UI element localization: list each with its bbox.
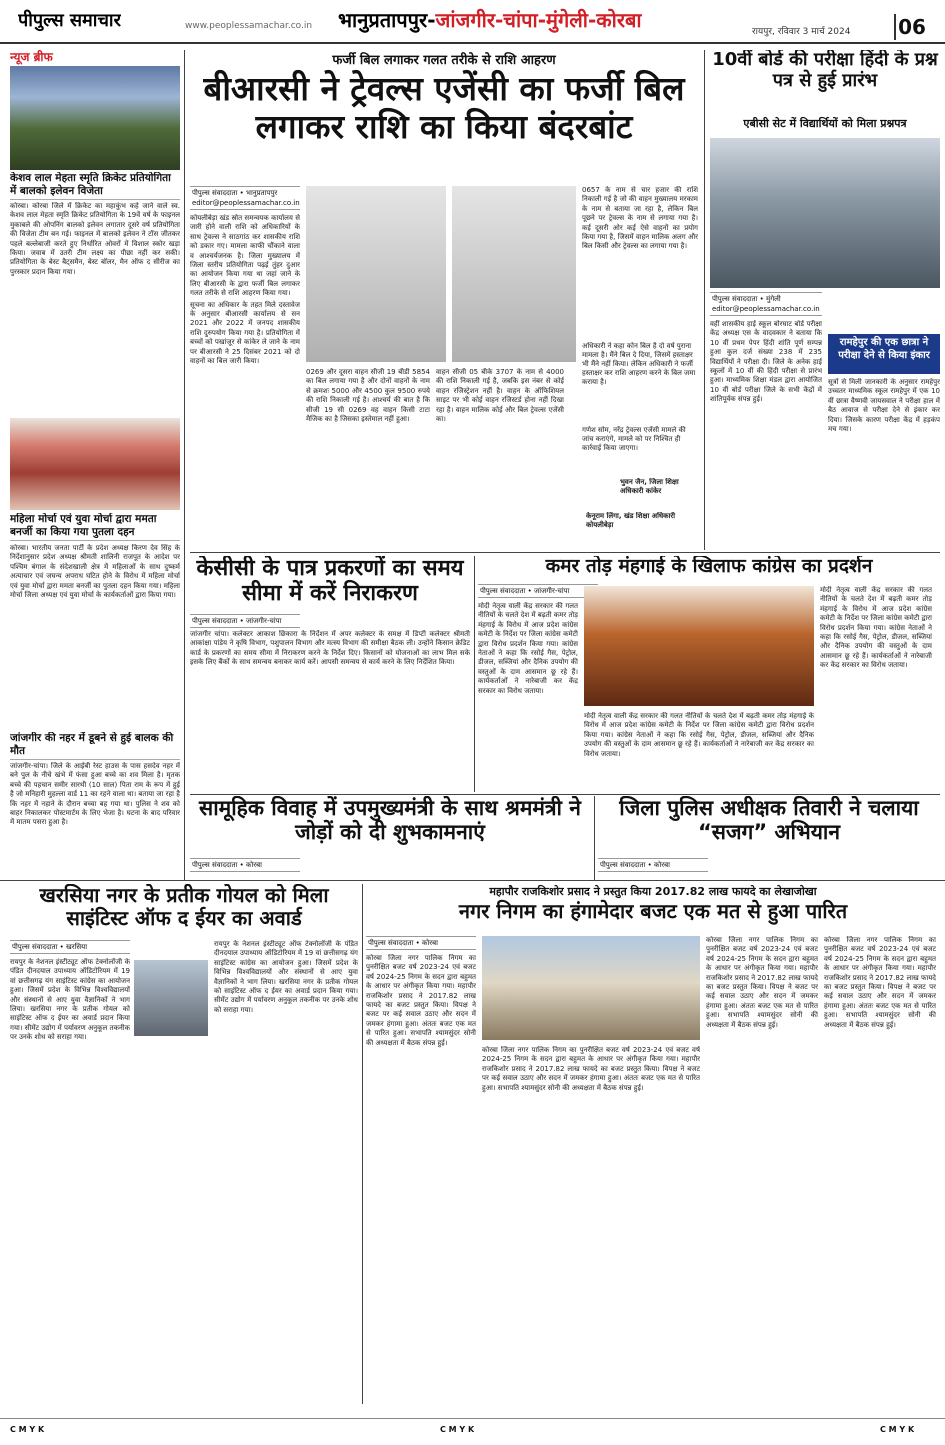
insurance-screenshot-image [306,186,446,362]
wedding-story [190,796,590,880]
kharsia-headline[interactable]: खरसिया नगर के प्रतीक गोयल को मिला साइंटिस्ट ऑफ द ईयर का अवार्ड [39,884,329,930]
budget-story [366,884,940,1414]
budget-headline[interactable]: नगर निगम का हंगामेदार बजट एक मत से हुआ पारित [458,899,848,923]
column-rule [704,50,705,550]
section-rule [190,552,940,553]
budget-body-col-2: कोरबा जिला नगर पालिक निगम का पुनरीक्षित बजट वर्ष 2023-24 एवं बजट वर्ष 2024-25 निगम के सदन द्वारा बहुमत के आधार पर अंगीकृत किया गया। महापौर राजकिशोर प्रसाद ने 2017.82 लाख फायदे का बजट प्रस्तुत किया। विपक्ष ने बजट पर कई सवाल उठाए और सदन में जमकर हंगामा हुआ। अंततः बजट एक मत से पारित हुआ। सभापति श्यामसुंदर सोनी की अध्यक्षता में बैठक संपन्न हुई। [482,1046,700,1092]
kharsia-body: रायपुर के नेशनल इंस्टीट्यूट ऑफ टेक्नोलॉजी के पंडित दीनदयाल उपाध्याय ऑडिटोरियम में 19 वां छत्तीसगढ़ यंग साइंटिस्ट कांग्रेस का आयोजन हुआ। जिसमें प्रदेश के विभिन्न विश्वविद्यालयों और संस्थानों से आए युवा वैज्ञानिकों ने भाग लिया। खरसिया नगर के प्रतीक गोयल को साइंटिस्ट ऑफ द ईयर का अवार्ड प्रदान किया गया। सीमेंट उद्योग में पर्यावरण अनुकूल तकनीक पर उनके शोध को सराहा गया। [10,958,130,1042]
cmyk-mark-center: C M Y K [440,1425,475,1434]
column-rule [594,796,595,880]
wedding-byline: पीपुल्स संवाददाता • कोरबा [190,858,300,872]
lead-body-col-1 [190,214,300,548]
cmyk-mark-right: C M Y K [880,1425,915,1434]
protest-photo [10,418,180,510]
exam-byline [710,292,822,316]
budget-body-col-4: कोरबा जिला नगर पालिक निगम का पुनरीक्षित बजट वर्ष 2023-24 एवं बजट वर्ष 2024-25 निगम के सदन द्वारा बहुमत के आधार पर अंगीकृत किया गया। महापौर राजकिशोर प्रसाद ने 2017.82 लाख फायदे का बजट प्रस्तुत किया। विपक्ष ने बजट पर कई सवाल उठाए और सदन में जमकर हंगामा हुआ। अंततः बजट एक मत से पारित हुआ। सभापति श्यामसुंदर सोनी की अध्यक्षता में बैठक संपन्न हुई। [824,936,936,1029]
congress-headline[interactable]: कमर तोड़ मंहगाई के खिलाफ कांग्रेस का प्रदर्शन [545,556,873,577]
congress-body-continued: मोदी नेतृत्व वाली केंद्र सरकार की गलत नीतियों के चलते देश में बढ़ती कमर तोड़ मंहगाई के विरोध में आज प्रदेश कांग्रेस कमेटी के निर्देश पर जिला कांग्रेस कमेटी द्वारा विरोध प्रदर्शन किया गया। कांग्रेस नेताओं ने कहा कि रसोई गैस, पेट्रोल, डीजल, सब्जियां और दैनिक उपयोग की वस्तुओं के दाम आसमान छू रहे हैं। कार्यकर्ताओं ने नारेबाजी कर केंद्र सरकार का विरोध जताया। [584,712,814,758]
budget-body-col-1: कोरबा जिला नगर पालिक निगम का पुनरीक्षित बजट वर्ष 2023-24 एवं बजट वर्ष 2024-25 निगम के सदन द्वारा बहुमत के आधार पर अंगीकृत किया गया। महापौर राजकिशोर प्रसाद ने 2017.82 लाख फायदे का बजट प्रस्तुत किया। विपक्ष ने बजट पर कई सवाल उठाए और सदन में जमकर हंगामा हुआ। अंततः बजट एक मत से पारित हुआ। सभापति श्यामसुंदर सोनी की अध्यक्षता में बैठक संपन्न हुई। [366,954,476,1047]
column-rule [362,884,363,1404]
kharsia-byline: पीपुल्स संवाददाता • खरसिया [10,940,130,954]
website-url[interactable]: www.peoplessamachar.co.in [185,21,313,31]
byline-text: पीपुल्स संवाददाता • मुंगेली [712,295,781,303]
lead-signature-2: केनूराम लिंगा, खंड शिक्षा अधिकारी कोयलीबेड़ा [586,512,676,529]
section-rule [190,794,940,795]
masthead [0,0,945,44]
exam-box-body: सूत्रों से मिली जानकारी के अनुसार रामहेपुर उच्चतर माध्यमिक स्कूल रामहेपुर में एक 10 वीं छात्रा वैष्णवी जायसवाल ने परीक्षा हाल में बैठ आवाज से परीक्षा देने से इंकार कर दिया। जिसके कारण परीक्षा केंद्र में हड़कंप मच गया। [828,378,940,434]
cmyk-mark-left: C M Y K [10,1425,45,1434]
municipal-building-photo [482,936,700,1040]
byline-email[interactable]: editor@peoplessamachar.co.in [712,305,820,313]
congress-protest-photo [584,586,814,706]
lead-para-2: सूचना का अधिकार के तहत मिले दस्तावेज के अनुसार बीआरसी कार्यालय से सन 2021 और 2022 में जनपद शासकीय राशि दुरुपयोग किया गया है। प्रतियोगिता में बच्चों को पखांजूर से कांकेर ले जाने के नाम पर बीआरसी ने 25 दिसंबर 2021 को दो वाहनों का बिल जारी किया। [190,300,300,366]
lead-signature-1: भुवन जैन, जिला शिक्षा अधिकारी कांकेर [620,478,679,495]
exam-hall-photo [710,138,940,288]
brief-1-body: कोरबा। कोरबा जिले में क्रिकेट का महाकुंभ कहे जाने वाले स्व. केशव लाल मेहता स्मृति क्रिकेट प्रतियोगिता के 19वें वर्ष के फाइनल मुकाबले की ओपनिंग बालको इलेवन लगातार दूसरे वर्ष प्रतियोगिता की विजेता टीम बन गई। फाइनल में बालको इलेवन ने टॉस जीतकर पहले बल्लेबाजी करते हुए निर्धारित ओवरों में विशाल स्कोर खड़ा किया। जवाब में उतरी टीम लक्ष्य का पीछा नहीं कर सकी। प्रतियोगिता के बेस्ट बैट्समैन, बेस्ट बॉलर, मैन ऑफ द सीरीज का पुरस्कार प्रदान किया गया। [10,202,180,276]
page-number: 06 [894,14,928,40]
section-rule [0,880,945,881]
byline-email[interactable]: editor@peoplessamachar.co.in [192,199,300,207]
brief-2-headline[interactable]: महिला मोर्चा एवं युवा मोर्चा द्वारा ममता बनर्जी का किया गया पुतला दहन [10,513,180,541]
lead-quote-1: अधिकारी ने कहा कोन बिल है दो वर्ष पुराना मामला है। मैंने बिल दे दिया, जिसमें हस्ताक्षर भी मैंने नहीं किया। लेकिन अधिकारी ने फर्जी हस्ताक्षर कर राशि आहरण करने के बिल जमा कराया है। [582,342,696,386]
newspaper-logo: पीपुल्स समाचार [18,10,121,31]
byline-text: पीपुल्स संवाददाता • भानुप्रतापपुर [192,189,278,197]
police-byline: पीपुल्स संवाददाता • कोरबा [598,858,708,872]
brief-3-body: जांजगीर-चांपा। जिले के आईबी रेस्ट हाउस के पास हसदेव नहर में बने पुल के नीचे खंभे में फंसा हुआ बच्चे का शव मिला है। मृतक बच्चे की पहचान समीर सारथी (10 साल) पिता राम के रूप में हुई है जो मनिहारी मुहल्ला वार्ड 11 का रहने वाला था। बताया जा रहा है कि नहर में नहाने के दौरान बच्चा बह गया था। पुलिस ने शव को बाहर निकालकर पोस्टमार्टम के लिए भेजा है। घटना के बाद परिवार में मातम पसरा हुआ है। [10,762,180,827]
congress-byline: पीपुल्स संवाददाता • जांजगीर-चांपा [478,584,598,598]
kcc-story [190,556,470,792]
print-footer [0,1418,945,1442]
exam-headline[interactable]: 10वीं बोर्ड की परीक्षा हिंदी के प्रश्न पत्र से हुई प्रारंभ [712,50,938,91]
column-rule [474,556,475,792]
column-rule [184,50,185,880]
exam-deck: एबीसी सेट में विद्यार्थियों को मिला प्रश्नपत्र [743,117,907,130]
kharsia-story [10,884,358,1414]
brief-1-headline[interactable]: केशव लाल मेहता स्मृति क्रिकेट प्रतियोगिता में बालको इलेवन विजेता [10,172,180,200]
kcc-body: जांजगीर चांपा। कलेक्टर आकाश छिकारा के निर्देशन में अपर कलेक्टर के समक्ष में डिप्टी कलेक्टर श्रीमती आकांक्षा पांडेय ने कृषि विभाग, पशुपालन विभाग और मत्स्य विभाग की समीक्षा बैठक ली। उन्होंने किसान क्रेडिट कार्ड के प्रकरणों का समय सीमा में निराकरण करने के निर्देश दिए। किसानों को योजनाओं का लाभ मिल सके इसके लिए बैंकों के साथ समन्वय बनाकर कार्य करें। आपसी समन्वय से कार्य करने के लिए निर्देशित किया। [190,630,470,667]
lead-body-col-3: वाहन सीजी 05 बीके 3707 के नाम से 4000 की राशि निकाली गई है, जबकि इस नंबर से कोई वाहन रजिस्ट्रेशन नहीं है। वाहन के ऑफिशियल साइट पर भी कोई वाहन रजिस्टर्ड होना नहीं दिखा रहा है। वाहन मालिक कोई और बिल ट्रेवल्स एजेंसी का। [436,368,564,424]
news-brief-tag: न्यूज ब्रीफ [10,50,53,64]
lead-story [190,50,698,550]
lead-quote-2: गणेश सोम, नरेंद्र ट्रेवल्स एजेंसी मामले की जांच कराएंगे, मामले को पर निश्चित ही कार्रवाई किया जाएगा। [582,426,686,452]
kcc-headline[interactable]: केसीसी के पात्र प्रकरणों का समय सीमा में करें निराकरण [196,556,464,607]
exam-story [710,50,940,550]
region-part-1: भानुप्रतापपुर- [338,8,436,32]
budget-byline: पीपुल्स संवाददाता • कोरबा [366,936,476,950]
kcc-byline: पीपुल्स संवाददाता • जांजगीर-चांपा [190,614,300,628]
budget-body-col-3: कोरबा जिला नगर पालिक निगम का पुनरीक्षित बजट वर्ष 2023-24 एवं बजट वर्ष 2024-25 निगम के सदन द्वारा बहुमत के आधार पर अंगीकृत किया गया। महापौर राजकिशोर प्रसाद ने 2017.82 लाख फायदे का बजट प्रस्तुत किया। विपक्ष ने बजट पर कई सवाल उठाए और सदन में जमकर हंगामा हुआ। अंततः बजट एक मत से पारित हुआ। सभापति श्यामसुंदर सोनी की अध्यक्षता में बैठक संपन्न हुई। [706,936,818,1029]
news-brief-column [10,48,180,878]
exam-body: वहीं शासकीय हाई स्कूल बोरघाट बोर्ड परीक्षा केंद्र अध्यक्ष एस के वादवकार ने बताया कि 10 वीं प्रथम पेपर हिंदी शांति पूर्ण सम्पन्न हुआ कुल दर्ज संख्या 238 में 235 विद्यार्थियों ने परीक्षा दी। जिले के अनेक हाई स्कूलों में 10 वीं की हिंदी परीक्षा से प्रारंभ हुआ। माध्यमिक शिक्षा मंडल द्वारा आयोजित 10 वीं बोर्ड परीक्षा जिले के सभी केंद्रों में शांतिपूर्वक संपन्न हुई। [710,320,822,404]
edition-regions [338,6,642,33]
congress-body: मोदी नेतृत्व वाली केंद्र सरकार की गलत नीतियों के चलते देश में बढ़ती कमर तोड़ मंहगाई के विरोध में आज प्रदेश कांग्रेस कमेटी के निर्देश पर जिला कांग्रेस कमेटी द्वारा विरोध प्रदर्शन किया गया। कांग्रेस नेताओं ने कहा कि रसोई गैस, पेट्रोल, डीजल, सब्जियां और दैनिक उपयोग की वस्तुओं के दाम आसमान छू रहे हैं। कार्यकर्ताओं ने नारेबाजी कर केंद्र सरकार का विरोध जताया। [478,602,578,695]
congress-story [478,556,940,792]
wedding-headline[interactable]: सामूहिक विवाह में उपमुख्यमंत्री के साथ श्रममंत्री ने जोड़ों को दी शुभकामनाएं [199,796,581,845]
lead-kicker: फर्जी बिल लगाकर गलत तरीके से राशि आहरण [332,53,556,68]
bill-document-image [452,186,576,362]
kharsia-body-2: रायपुर के नेशनल इंस्टीट्यूट ऑफ टेक्नोलॉजी के पंडित दीनदयाल उपाध्याय ऑडिटोरियम में 19 वां छत्तीसगढ़ यंग साइंटिस्ट कांग्रेस का आयोजन हुआ। जिसमें प्रदेश के विभिन्न विश्वविद्यालयों और संस्थानों से आए युवा वैज्ञानिकों ने भाग लिया। खरसिया नगर के प्रतीक गोयल को साइंटिस्ट ऑफ द ईयर का अवार्ड प्रदान किया गया। सीमेंट उद्योग में पर्यावरण अनुकूल तकनीक पर उनके शोध को सराहा गया। [214,940,358,1014]
dateline: रायपुर, रविवार 3 मार्च 2024 [752,27,851,37]
brief-3-headline[interactable]: जांजगीर की नहर में डूबने से हुई बालक की मौत [10,732,180,760]
lead-body-col-2: 0269 और दूसरा वाहन सीजी 19 बीडी 5854 का बिल लगाया गया है और दोनों वाहनों के नाम से क्रमशः 5000 और 4500 कुल 9500 रुपये की राशि निकाली गई है। आश्चर्य की बात है कि सीजी 19 सी 0269 वह वाहन किसी टाटा मैजिक का है जिसका इस्तेमाल नहीं हुआ। [306,368,430,424]
region-part-2: जांजगीर-चांपा-मुंगेली-कोरबा [435,8,642,32]
scientist-portrait-photo [134,960,208,1036]
exam-box-headline[interactable]: रामहेपुर की एक छात्रा ने परीक्षा देने से किया इंकार [828,334,940,374]
police-story [598,796,940,880]
lead-para-1: कोयलीबेड़ा खंड स्रोत समन्वयक कार्यालय से जारी होने वाली राशि को अधिकारियों के साथ ट्रेवल्स ने साठगांठ कर शासकीय राशि को डकार गए। मामला काफी चौंकाने वाला व आश्चर्यजनक है। जिला मुख्यालय में जिला स्तरीय प्रतियोगिता पढ़ई तुंहर दुआर का आयोजन किया गया था जहां जाने के लिए बीआरसी के द्वारा फर्जी बिल लगाकर गलत तरीके से राशि आहरण किया गया। [190,214,300,298]
cricket-team-photo [10,66,180,170]
congress-body-side: मोदी नेतृत्व वाली केंद्र सरकार की गलत नीतियों के चलते देश में बढ़ती कमर तोड़ मंहगाई के विरोध में आज प्रदेश कांग्रेस कमेटी के निर्देश पर जिला कांग्रेस कमेटी द्वारा विरोध प्रदर्शन किया गया। कांग्रेस नेताओं ने कहा कि रसोई गैस, पेट्रोल, डीजल, सब्जियां और दैनिक उपयोग की वस्तुओं के दाम आसमान छू रहे हैं। कार्यकर्ताओं ने नारेबाजी कर केंद्र सरकार का विरोध जताया। [820,586,932,670]
lead-byline [190,186,300,210]
lead-headline[interactable]: बीआरसी ने ट्रेवल्स एजेंसी का फर्जी बिल लगाकर राशि का किया बंदरबांट [203,69,685,146]
brief-2-body: कोरबा। भारतीय जनता पार्टी के प्रदेश अध्यक्ष किरण देव सिंह के निर्देशानुसार प्रदेश अध्यक्ष श्रीमती शालिनी राजपूत के आदेश पर पश्चिम बंगाल के संदेशखाली क्षेत्र में महिलाओं के साथ दुष्कर्म अत्याचार एवं जघन्य अपराध घटित होने के विरोध में महिला मोर्चा एवं युवा मोर्चा द्वारा ममता बनर्जी का पुतला दहन किया गया। महिला मोर्चा जिला अध्यक्ष एवं युवा मोर्चा के कार्यकर्ताओं द्वारा किया गया। [10,544,180,600]
lead-body-col-4: 0657 के नाम से चार हजार की राशि निकाली गई है जो की वाहन मुख्यालय मरकाम के नाम से बताया जा रहा है, लेकिन बिल पूछने पर ट्रेवल्स के नाम से लगाया गया है। कई दूसरी ओर कई ऐसे वाहनों का प्रयोग किया गया है, जिसमें वाहन मालिक अलग और बिल किसी और ट्रेवल्स का लगाया गया है। [582,186,698,251]
budget-kicker: महापौर राजकिशोर प्रसाद ने प्रस्तुत किया 2017.82 लाख फायदे का लेखाजोखा [489,885,817,898]
police-headline[interactable]: जिला पुलिस अधीक्षक तिवारी ने चलाया “सजग” अभियान [619,796,919,845]
